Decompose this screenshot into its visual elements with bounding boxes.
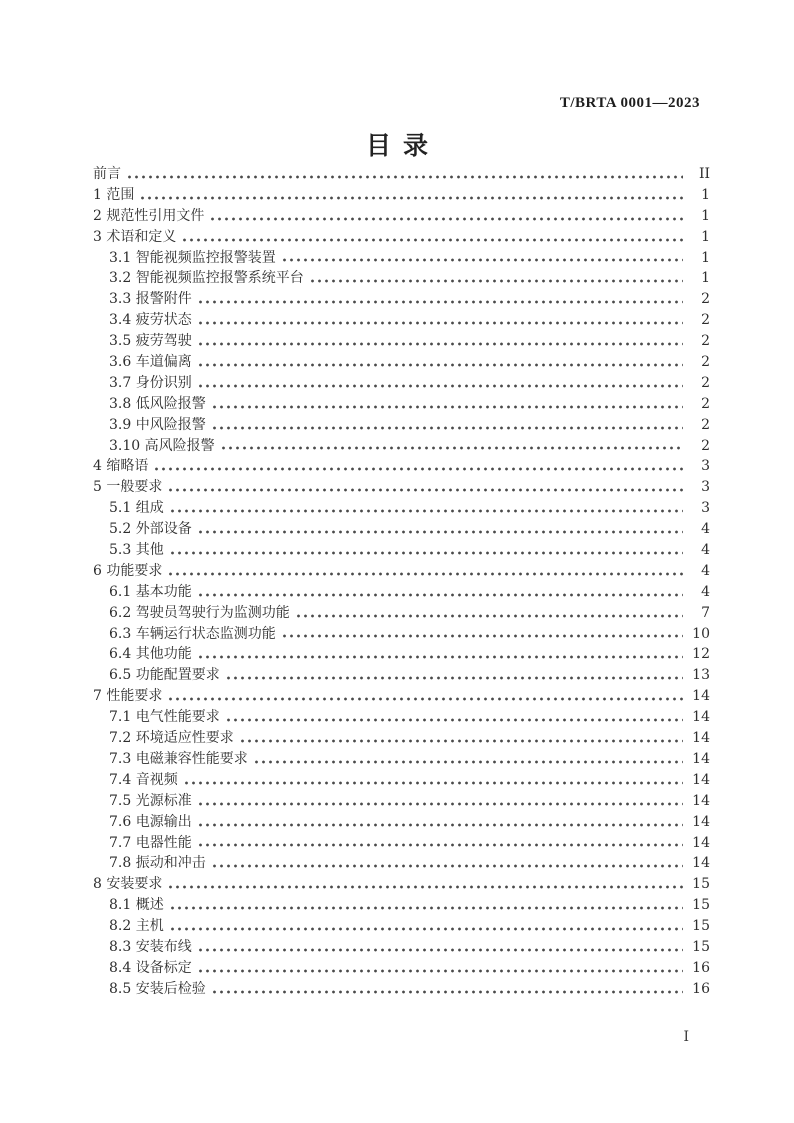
- toc-entry-page: 14: [692, 855, 710, 872]
- toc-entry-label: 7.6 电源输出: [109, 813, 192, 830]
- toc-entry: [93, 790, 710, 811]
- toc-entry-label: 7.2 环境适应性要求: [109, 730, 234, 747]
- toc-entry-label: 6.1 基本功能: [109, 583, 192, 600]
- toc-entry-page: 12: [692, 646, 710, 663]
- toc-entry: [93, 539, 710, 560]
- toc-leader-dots: [199, 822, 683, 828]
- toc-entry: [93, 435, 710, 456]
- toc-entry-label: 2 规范性引用文件: [93, 207, 205, 224]
- toc-entry-label: 6.3 车辆运行状态监测功能: [109, 625, 276, 642]
- toc-entry: [93, 226, 710, 247]
- toc-entry: [93, 455, 710, 476]
- toc-leader-dots: [141, 195, 683, 201]
- toc-entry: [93, 915, 710, 936]
- toc-entry-label: 8.2 主机: [109, 918, 164, 935]
- toc-entry-label: 3.1 智能视频监控报警装置: [109, 249, 276, 266]
- toc-leader-dots: [199, 654, 683, 660]
- toc-entry: [93, 643, 710, 664]
- toc-entry: [93, 957, 710, 978]
- toc-entry-page: 3: [701, 458, 710, 475]
- toc-entry-page: 1: [701, 249, 710, 266]
- toc-entry-page: 1: [701, 228, 710, 245]
- toc-entry: [93, 581, 710, 602]
- page-title: 目录: [365, 131, 440, 160]
- toc-entry-label: 1 范围: [93, 186, 135, 203]
- toc-entry: [93, 623, 710, 644]
- toc-leader-dots: [128, 174, 683, 180]
- toc-entry-label: 3.2 智能视频监控报警系统平台: [109, 270, 304, 287]
- toc-entry-label: 5.3 其他: [109, 542, 164, 559]
- footer-page-number: I: [683, 1029, 689, 1045]
- toc-entry-label: 7.4 音视频: [109, 771, 178, 788]
- toc-entry-label: 5.1 组成: [109, 500, 164, 517]
- toc-entry: [93, 184, 710, 205]
- toc-entry: [93, 476, 710, 497]
- toc-entry-label: 7.8 振动和冲击: [109, 855, 206, 872]
- toc-leader-dots: [283, 633, 683, 639]
- toc-leader-dots: [199, 362, 683, 368]
- toc-entry: [93, 602, 710, 623]
- toc-entry-page: 15: [692, 918, 710, 935]
- toc-entry-label: 6 功能要求: [93, 562, 163, 579]
- toc-entry: [93, 518, 710, 539]
- toc-entry-label: 5.2 外部设备: [109, 521, 192, 538]
- toc-entry-page: 2: [701, 312, 710, 329]
- toc-entry-label: 7.3 电磁兼容性能要求: [109, 750, 248, 767]
- toc-entry-label: 7.7 电器性能: [109, 834, 192, 851]
- toc-entry-page: 14: [692, 730, 710, 747]
- toc-entry-label: 5 一般要求: [93, 479, 163, 496]
- toc-entry: [93, 497, 710, 518]
- toc-entry-page: 14: [692, 750, 710, 767]
- toc-entry-label: 4 缩略语: [93, 458, 149, 475]
- toc-leader-dots: [199, 529, 683, 535]
- toc-entry-label: 3.7 身份识别: [109, 374, 192, 391]
- toc-entry-label: 3 术语和定义: [93, 228, 177, 245]
- toc-entry: [93, 330, 710, 351]
- toc-entry: [93, 936, 710, 957]
- toc-entry-page: 4: [701, 562, 710, 579]
- toc-entry: [93, 664, 710, 685]
- toc-leader-dots: [169, 487, 683, 493]
- toc-entry: [93, 706, 710, 727]
- toc-leader-dots: [169, 884, 683, 890]
- toc-leader-dots: [171, 550, 683, 556]
- toc-entry-page: 4: [701, 521, 710, 538]
- toc-leader-dots: [171, 926, 683, 932]
- toc-entry-label: 3.8 低风险报警: [109, 395, 206, 412]
- toc-entry-page: 13: [692, 667, 710, 684]
- toc-entry-page: 14: [692, 688, 710, 705]
- toc-entry-page: 15: [692, 897, 710, 914]
- toc-entry-label: 3.5 疲劳驾驶: [109, 333, 192, 350]
- toc-entry-page: 7: [701, 604, 710, 621]
- toc-entry-page: 2: [701, 416, 710, 433]
- toc-entry-page: 2: [701, 374, 710, 391]
- toc-leader-dots: [171, 508, 683, 514]
- toc-entry-page: 14: [692, 792, 710, 809]
- toc-leader-dots: [199, 299, 683, 305]
- toc-leader-dots: [222, 445, 683, 451]
- toc-entry: [93, 351, 710, 372]
- toc-entry-page: 2: [701, 291, 710, 308]
- toc-entry-label: 7.5 光源标准: [109, 792, 192, 809]
- toc-entry-label: 7 性能要求: [93, 688, 163, 705]
- toc-entry-page: 2: [701, 333, 710, 350]
- toc-leader-dots: [199, 842, 683, 848]
- toc-entry-page: 15: [692, 938, 710, 955]
- toc-entry: [93, 309, 710, 330]
- toc-entry-page: 14: [692, 813, 710, 830]
- toc-leader-dots: [213, 404, 683, 410]
- toc-entry-page: 4: [701, 583, 710, 600]
- toc-leader-dots: [211, 216, 683, 222]
- toc-entry-label: 3.9 中风险报警: [109, 416, 206, 433]
- toc-entry-page: 16: [692, 980, 710, 997]
- toc-entry-page: 14: [692, 771, 710, 788]
- toc-leader-dots: [297, 613, 683, 619]
- toc-entry: [93, 852, 710, 873]
- toc-leader-dots: [185, 780, 683, 786]
- toc-leader-dots: [155, 466, 683, 472]
- toc-entry: [93, 288, 710, 309]
- toc-leader-dots: [213, 863, 683, 869]
- toc-entry-page: II: [698, 166, 710, 182]
- toc-leader-dots: [311, 278, 683, 284]
- toc-leader-dots: [199, 320, 683, 326]
- toc-entry: [93, 748, 710, 769]
- toc-entry-label: 8.4 设备标定: [109, 959, 192, 976]
- toc-entry: [93, 811, 710, 832]
- toc-entry: [93, 163, 710, 184]
- toc-leader-dots: [255, 759, 683, 765]
- toc-leader-dots: [283, 257, 683, 263]
- toc-entry-page: 15: [692, 876, 710, 893]
- toc-entry: [93, 978, 710, 999]
- toc-entry-label: 8.3 安装布线: [109, 938, 192, 955]
- toc-entry-page: 1: [701, 186, 710, 203]
- toc-entry-label: 前言: [93, 166, 121, 182]
- toc-entry-label: 6.2 驾驶员驾驶行为监测功能: [109, 604, 290, 621]
- toc-leader-dots: [199, 383, 683, 389]
- toc-leader-dots: [199, 801, 683, 807]
- toc-entry: [93, 205, 710, 226]
- toc-leader-dots: [171, 905, 683, 911]
- toc-leader-dots: [199, 341, 683, 347]
- toc-entry-page: 3: [701, 479, 710, 496]
- toc-entry-label: 8.1 概述: [109, 897, 164, 914]
- toc-entry-label: 7.1 电气性能要求: [109, 709, 220, 726]
- toc-entry: [93, 267, 710, 288]
- toc-entry: [93, 894, 710, 915]
- doc-code: T/BRTA 0001—2023: [559, 95, 700, 111]
- toc-entry-page: 2: [701, 437, 710, 454]
- toc-leader-dots: [213, 989, 683, 995]
- toc-leader-dots: [169, 571, 683, 577]
- toc-entry-page: 4: [701, 542, 710, 559]
- toc-leader-dots: [199, 947, 683, 953]
- toc-leader-dots: [227, 717, 683, 723]
- toc-entry: [93, 414, 710, 435]
- toc-entry: [93, 685, 710, 706]
- toc-leader-dots: [169, 696, 683, 702]
- toc-entry: [93, 560, 710, 581]
- toc-entry: [93, 873, 710, 894]
- toc-entry-label: 6.4 其他功能: [109, 646, 192, 663]
- toc-entry-label: 3.4 疲劳状态: [109, 312, 192, 329]
- toc-entry-page: 2: [701, 395, 710, 412]
- toc-leader-dots: [183, 237, 683, 243]
- toc-entry: [93, 832, 710, 853]
- toc-leader-dots: [199, 592, 683, 598]
- toc-entry-page: 10: [692, 625, 710, 642]
- toc-entry: [93, 769, 710, 790]
- toc-leader-dots: [241, 738, 683, 744]
- toc-entry-page: 1: [701, 270, 710, 287]
- toc-entry-label: 3.3 报警附件: [109, 291, 192, 308]
- toc-entry-page: 14: [692, 834, 710, 851]
- toc-entry-page: 1: [701, 207, 710, 224]
- toc-leader-dots: [227, 675, 683, 681]
- toc-entry-page: 16: [692, 959, 710, 976]
- toc-entry-label: 8 安装要求: [93, 876, 163, 893]
- toc-entry-label: 3.6 车道偏离: [109, 354, 192, 371]
- toc-entry: [93, 727, 710, 748]
- toc-entry-label: 8.5 安装后检验: [109, 980, 206, 997]
- toc-entry: [93, 372, 710, 393]
- table-of-contents: [93, 163, 710, 999]
- toc-leader-dots: [199, 968, 683, 974]
- toc-entry: [93, 393, 710, 414]
- toc-entry-page: 14: [692, 709, 710, 726]
- toc-entry-page: 3: [701, 500, 710, 517]
- toc-entry: [93, 247, 710, 268]
- toc-entry-label: 6.5 功能配置要求: [109, 667, 220, 684]
- toc-entry-page: 2: [701, 354, 710, 371]
- toc-entry-label: 3.10 高风险报警: [109, 437, 215, 454]
- toc-leader-dots: [213, 425, 683, 431]
